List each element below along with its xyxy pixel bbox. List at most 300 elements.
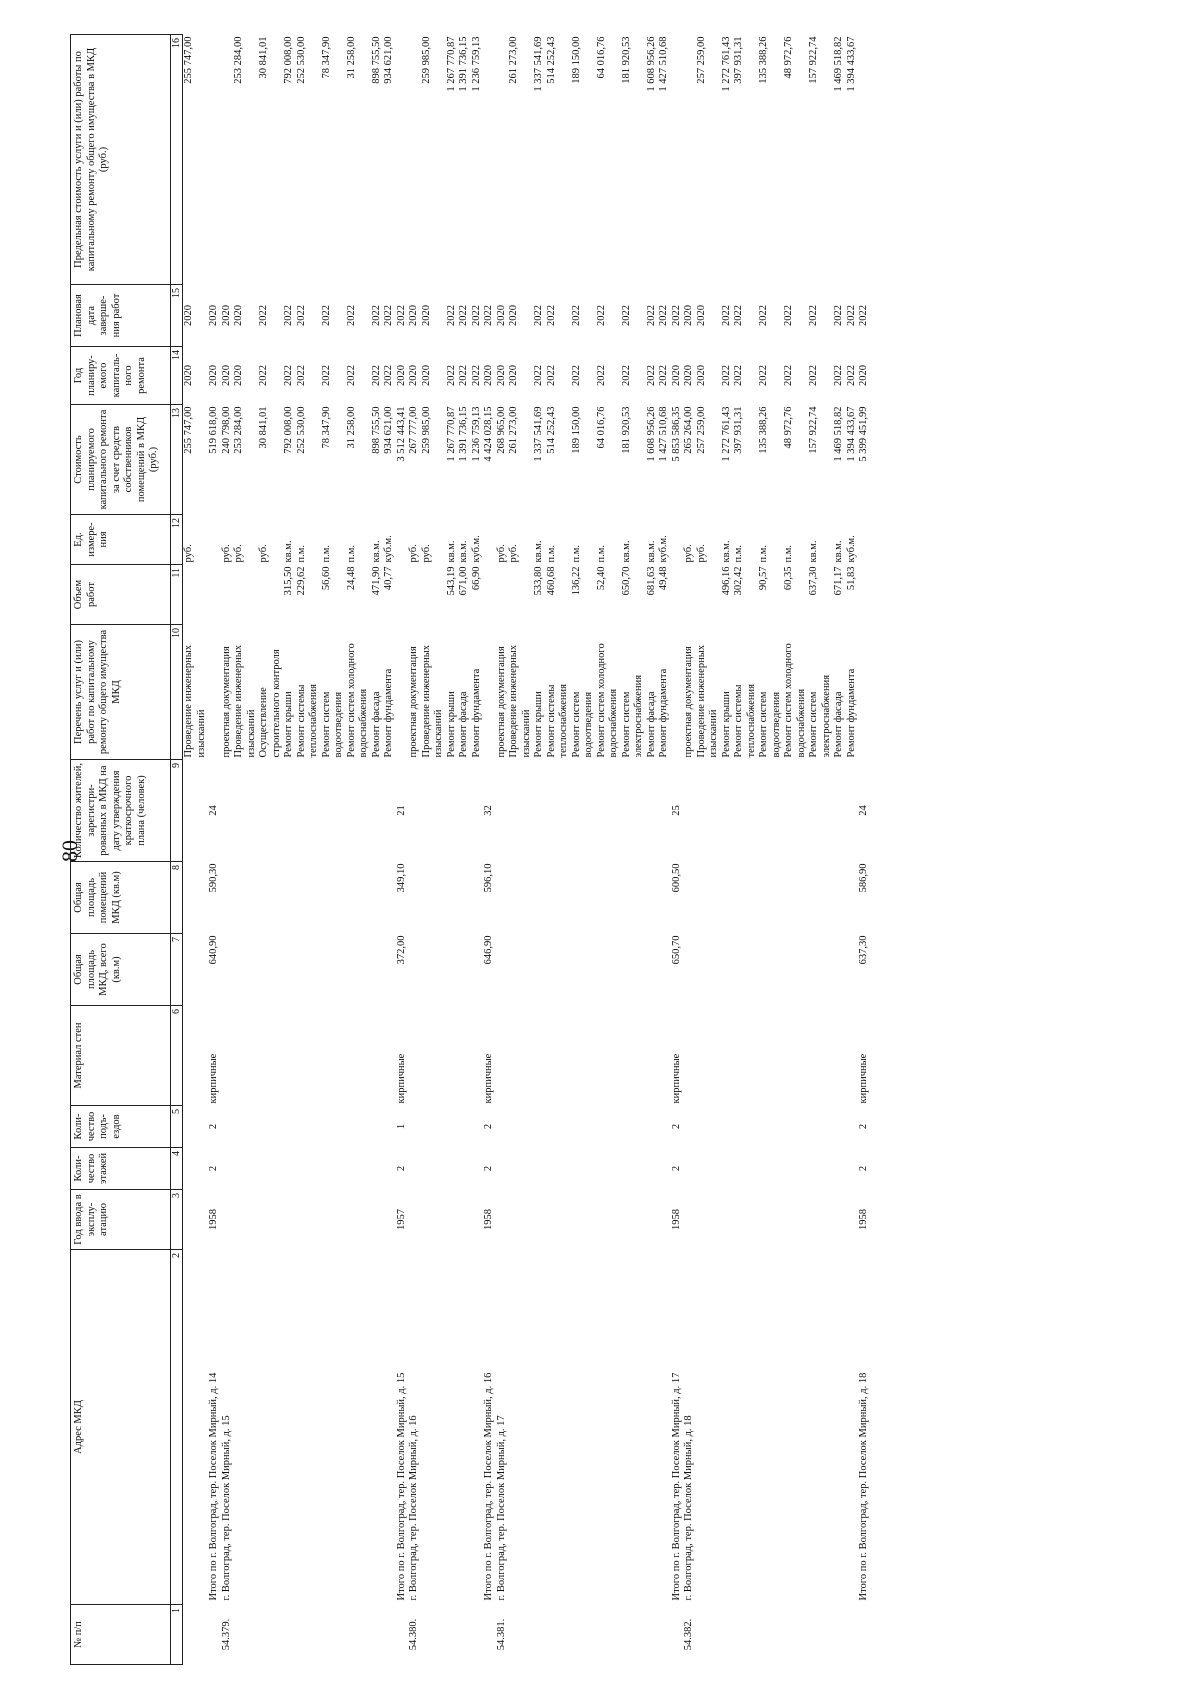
cell-col-1 bbox=[621, 1605, 646, 1665]
cell-col-2 bbox=[808, 1250, 833, 1605]
cell-col-16: 261 273,00 bbox=[508, 36, 519, 84]
cell-col-10: Ремонт фундамента bbox=[845, 668, 857, 758]
cell-col-1 bbox=[208, 1605, 221, 1665]
cell-col-5 bbox=[446, 1106, 459, 1148]
cell-col-15: 2022 bbox=[458, 305, 469, 326]
cell-col-16 bbox=[396, 35, 409, 285]
cell-col-14: 2020 bbox=[695, 365, 707, 386]
cell-col-1 bbox=[446, 1605, 459, 1665]
cell-col-11 bbox=[683, 565, 696, 625]
cell-col-4 bbox=[658, 1148, 671, 1190]
cell-col-4 bbox=[321, 1148, 346, 1190]
cell-col-12: руб. bbox=[220, 544, 232, 563]
cell-col-16 bbox=[858, 35, 871, 285]
cell-col-7 bbox=[833, 934, 846, 1006]
cell-col-4 bbox=[383, 1148, 396, 1190]
cell-col-5 bbox=[183, 1106, 209, 1148]
cell-col-16: 78 347,90 bbox=[320, 36, 332, 79]
cell-col-13: 792 008,00 bbox=[283, 406, 294, 454]
column-header: Общая площадь МКД, всего (кв.м) bbox=[71, 934, 171, 1006]
cell-col-4 bbox=[508, 1148, 533, 1190]
cell-col-16: 48 972,76 bbox=[783, 36, 794, 79]
cell-col-12: п.м. bbox=[570, 544, 582, 563]
cell-col-10: проектная документация bbox=[495, 646, 507, 758]
cell-col-3 bbox=[421, 1190, 446, 1250]
cell-col-2 bbox=[621, 1250, 646, 1605]
cell-col-10: Ремонт систем электроснабжения bbox=[620, 674, 644, 758]
cell-col-4 bbox=[421, 1148, 446, 1190]
cell-col-13: 1 267 770,87 bbox=[445, 406, 457, 462]
cell-col-5 bbox=[258, 1106, 283, 1148]
cell-col-14: 2020 bbox=[220, 365, 232, 386]
cell-col-8: 596,10 bbox=[483, 863, 494, 893]
cell-col-12: куб.м. bbox=[470, 535, 482, 563]
cell-col-16 bbox=[483, 35, 496, 285]
cell-col-4 bbox=[721, 1148, 734, 1190]
cell-col-4 bbox=[783, 1148, 808, 1190]
cell-col-3 bbox=[533, 1190, 546, 1250]
cell-col-11: 543,19 bbox=[445, 566, 457, 596]
cell-col-11: 90,57 bbox=[758, 566, 769, 591]
cell-col-5 bbox=[508, 1106, 533, 1148]
cell-col-12 bbox=[208, 515, 221, 565]
cell-col-11 bbox=[421, 565, 446, 625]
cell-col-11 bbox=[183, 565, 209, 625]
cell-col-13: 48 972,76 bbox=[783, 406, 794, 449]
cell-col-12: руб. bbox=[508, 544, 519, 563]
cell-col-2 bbox=[596, 1250, 621, 1605]
cell-col-14: 2022 bbox=[645, 365, 657, 386]
column-number: 14 bbox=[171, 347, 183, 405]
cell-col-6 bbox=[846, 1006, 859, 1106]
cell-col-2 bbox=[833, 1250, 846, 1605]
cell-col-4: 2 bbox=[670, 1165, 682, 1172]
cell-col-7 bbox=[258, 934, 283, 1006]
cell-col-12: куб.м. bbox=[845, 535, 857, 563]
cell-col-11 bbox=[696, 565, 721, 625]
cell-col-12: п.м. bbox=[783, 544, 794, 563]
cell-col-16: 30 841,01 bbox=[258, 36, 269, 79]
cell-col-8: 590,30 bbox=[208, 863, 219, 893]
cell-col-15: 2022 bbox=[283, 305, 294, 326]
cell-col-2: г. Волгоград, тер. Поселок Мирный, д. 18 bbox=[683, 1415, 694, 1601]
cell-col-4 bbox=[371, 1148, 384, 1190]
cell-col-5 bbox=[621, 1106, 646, 1148]
table-row bbox=[658, 35, 671, 1665]
cell-col-10: Ремонт фундамента bbox=[383, 668, 394, 758]
cell-col-13: 4 424 028,15 bbox=[483, 406, 494, 462]
cell-col-1 bbox=[533, 1605, 546, 1665]
cell-col-7 bbox=[696, 934, 721, 1006]
cell-col-10: Ремонт систем водоотведения bbox=[570, 691, 594, 758]
cell-col-1 bbox=[483, 1605, 496, 1665]
cell-col-1: 54.381. bbox=[495, 1618, 507, 1651]
cell-col-12: кв.м. bbox=[458, 540, 469, 563]
cell-col-2 bbox=[458, 1250, 471, 1605]
cell-col-3 bbox=[408, 1190, 421, 1250]
column-header: Год ввода в эксплу- атацию bbox=[71, 1190, 171, 1250]
cell-col-13: 1 337 541,69 bbox=[533, 406, 544, 462]
cell-col-6 bbox=[283, 1006, 296, 1106]
cell-col-14: 2022 bbox=[570, 365, 582, 386]
cell-col-1 bbox=[596, 1605, 621, 1665]
cell-col-7 bbox=[533, 934, 546, 1006]
cell-col-8 bbox=[321, 862, 346, 934]
cell-col-11: 496,16 bbox=[720, 566, 732, 596]
cell-col-4 bbox=[833, 1148, 846, 1190]
cell-col-9 bbox=[458, 760, 471, 862]
cell-col-16: 181 920,53 bbox=[620, 36, 632, 84]
cell-col-4 bbox=[646, 1148, 659, 1190]
cell-col-7: 640,90 bbox=[208, 935, 219, 965]
cell-col-7 bbox=[371, 934, 384, 1006]
table-row bbox=[396, 35, 409, 1665]
table-row bbox=[846, 35, 859, 1665]
cell-col-9 bbox=[258, 760, 283, 862]
cell-col-13: 1 427 510,68 bbox=[658, 406, 669, 462]
cell-col-7 bbox=[383, 934, 396, 1006]
cell-col-7 bbox=[571, 934, 596, 1006]
cell-col-14: 2020 bbox=[395, 365, 407, 386]
table-row bbox=[208, 35, 221, 1665]
cell-col-15: 2022 bbox=[658, 305, 669, 326]
cell-col-12: кв.м. bbox=[720, 540, 732, 563]
cell-col-14: 2022 bbox=[808, 365, 819, 386]
cell-col-3 bbox=[646, 1190, 659, 1250]
cell-col-10: Проведение инженерных изысканий bbox=[233, 645, 257, 758]
cell-col-3 bbox=[383, 1190, 396, 1250]
cell-col-14: 2022 bbox=[620, 365, 632, 386]
cell-col-15: 2022 bbox=[533, 305, 544, 326]
cell-col-6 bbox=[646, 1006, 659, 1106]
table-row bbox=[833, 35, 846, 1665]
table-row bbox=[733, 35, 758, 1665]
cell-col-8 bbox=[258, 862, 283, 934]
cell-col-1 bbox=[371, 1605, 384, 1665]
cell-col-15: 2022 bbox=[370, 305, 382, 326]
cell-col-12: руб. bbox=[183, 544, 194, 563]
cell-col-15: 2022 bbox=[845, 305, 857, 326]
cell-col-7 bbox=[808, 934, 833, 1006]
cell-col-13: 1 469 518,82 bbox=[833, 406, 844, 462]
cell-col-1 bbox=[458, 1605, 471, 1665]
column-header: Количество жителей, зарегистри- рованных в МКД на дату утверждения краткосрочного плана (человек) bbox=[71, 760, 171, 862]
table-row bbox=[571, 35, 596, 1665]
cell-col-10 bbox=[483, 625, 496, 760]
cell-col-3 bbox=[596, 1190, 621, 1250]
cell-col-11 bbox=[208, 565, 221, 625]
cell-col-9 bbox=[846, 760, 859, 862]
cell-col-9 bbox=[233, 760, 258, 862]
cell-col-8 bbox=[446, 862, 459, 934]
cell-col-7 bbox=[346, 934, 371, 1006]
cell-col-1 bbox=[783, 1605, 808, 1665]
cell-col-4 bbox=[296, 1148, 321, 1190]
cell-col-10: Ремонт фасада bbox=[645, 691, 657, 758]
cell-col-6 bbox=[621, 1006, 646, 1106]
cell-col-15: 2022 bbox=[808, 305, 819, 326]
table-row bbox=[546, 35, 571, 1665]
cell-col-6 bbox=[371, 1006, 384, 1106]
cell-col-1 bbox=[296, 1605, 321, 1665]
table-row bbox=[371, 35, 384, 1665]
cell-col-16: 64 016,76 bbox=[595, 36, 607, 79]
cell-col-5: 2 bbox=[483, 1123, 494, 1130]
cell-col-5 bbox=[696, 1106, 721, 1148]
cell-col-10: Ремонт фасада bbox=[370, 691, 382, 758]
cell-col-13: 78 347,90 bbox=[320, 406, 332, 449]
cell-col-16 bbox=[671, 35, 684, 285]
cell-col-10: Ремонт крыши bbox=[445, 691, 457, 758]
cell-col-1 bbox=[183, 1605, 209, 1665]
table-row bbox=[258, 35, 283, 1665]
cell-col-5 bbox=[496, 1106, 509, 1148]
cell-col-1 bbox=[396, 1605, 409, 1665]
cell-col-13: 267 777,00 bbox=[408, 406, 419, 454]
cell-col-14: 2022 bbox=[458, 365, 469, 386]
cell-col-5 bbox=[421, 1106, 446, 1148]
cell-col-11 bbox=[508, 565, 533, 625]
cell-col-16: 1 427 510,68 bbox=[658, 36, 669, 92]
cell-col-1 bbox=[571, 1605, 596, 1665]
cell-col-10: Ремонт систем электроснабжения bbox=[808, 674, 832, 758]
cell-col-15: 2022 bbox=[833, 305, 844, 326]
cell-col-14: 2022 bbox=[370, 365, 382, 386]
cell-col-9 bbox=[733, 760, 758, 862]
cell-col-2 bbox=[546, 1250, 571, 1605]
cell-col-4 bbox=[571, 1148, 596, 1190]
cell-col-7 bbox=[471, 934, 484, 1006]
cell-col-8 bbox=[408, 862, 421, 934]
cell-col-6 bbox=[571, 1006, 596, 1106]
cell-col-16: 397 931,31 bbox=[733, 36, 744, 84]
cell-col-15: 2022 bbox=[620, 305, 632, 326]
cell-col-7 bbox=[221, 934, 234, 1006]
cell-col-6 bbox=[683, 1006, 696, 1106]
cell-col-14: 2022 bbox=[258, 365, 269, 386]
cell-col-9 bbox=[683, 760, 696, 862]
cell-col-2 bbox=[658, 1250, 671, 1605]
cell-col-10: проектная документация bbox=[220, 646, 232, 758]
cell-col-4 bbox=[533, 1148, 546, 1190]
cell-col-12: руб. bbox=[258, 544, 269, 563]
cell-col-14: 2022 bbox=[845, 365, 857, 386]
cell-col-6 bbox=[221, 1006, 234, 1106]
cell-col-9 bbox=[283, 760, 296, 862]
cell-col-6 bbox=[658, 1006, 671, 1106]
cell-col-12: п.м. bbox=[595, 544, 607, 563]
cell-col-5 bbox=[596, 1106, 621, 1148]
cell-col-5 bbox=[571, 1106, 596, 1148]
cell-col-16: 259 985,00 bbox=[420, 36, 432, 84]
cell-col-16: 514 252,43 bbox=[545, 36, 557, 84]
cell-col-4 bbox=[808, 1148, 833, 1190]
cell-col-13: 64 016,76 bbox=[595, 406, 607, 449]
cell-col-14: 2022 bbox=[445, 365, 457, 386]
cell-col-16 bbox=[408, 35, 421, 285]
cell-col-14: 2020 bbox=[508, 365, 519, 386]
cell-col-14: 2020 bbox=[420, 365, 432, 386]
cell-col-8 bbox=[496, 862, 509, 934]
column-header: Объем работ bbox=[71, 565, 171, 625]
cell-col-6 bbox=[258, 1006, 283, 1106]
cell-col-8 bbox=[546, 862, 571, 934]
cell-col-9 bbox=[496, 760, 509, 862]
table-row bbox=[283, 35, 296, 1665]
cell-col-8 bbox=[846, 862, 859, 934]
column-number: 12 bbox=[171, 515, 183, 565]
cell-col-11: 460,68 bbox=[545, 566, 557, 596]
cell-col-14: 2022 bbox=[720, 365, 732, 386]
cell-col-3 bbox=[508, 1190, 533, 1250]
cell-col-16: 1 267 770,87 bbox=[445, 36, 457, 92]
cell-col-6 bbox=[346, 1006, 371, 1106]
cell-col-3 bbox=[833, 1190, 846, 1250]
cell-col-15: 2022 bbox=[670, 305, 682, 326]
column-number: 8 bbox=[171, 862, 183, 934]
cell-col-5 bbox=[721, 1106, 734, 1148]
cell-col-10: Ремонт систем холодного водоснабжения bbox=[345, 643, 369, 758]
cell-col-3 bbox=[233, 1190, 258, 1250]
cell-col-8 bbox=[296, 862, 321, 934]
cell-col-1 bbox=[321, 1605, 346, 1665]
cell-col-16 bbox=[683, 35, 696, 285]
cell-col-15: 2020 bbox=[233, 305, 244, 326]
cell-col-4 bbox=[233, 1148, 258, 1190]
cell-col-13: 30 841,01 bbox=[258, 406, 269, 449]
cell-col-1 bbox=[283, 1605, 296, 1665]
cell-col-14: 2022 bbox=[545, 365, 557, 386]
table-row bbox=[671, 35, 684, 1665]
cell-col-11: 60,35 bbox=[783, 566, 794, 591]
cell-col-12: руб. bbox=[408, 544, 419, 563]
cell-col-5 bbox=[846, 1106, 859, 1148]
cell-col-16: 898 755,50 bbox=[370, 36, 382, 84]
table-row bbox=[508, 35, 533, 1665]
cell-col-14: 2022 bbox=[783, 365, 794, 386]
cell-col-6 bbox=[733, 1006, 758, 1106]
cell-col-8 bbox=[808, 862, 833, 934]
cell-col-4 bbox=[283, 1148, 296, 1190]
cell-col-11 bbox=[408, 565, 421, 625]
cell-col-8 bbox=[758, 862, 783, 934]
table-row bbox=[446, 35, 459, 1665]
column-number: 2 bbox=[171, 1250, 183, 1605]
column-number: 15 bbox=[171, 285, 183, 347]
table-row bbox=[296, 35, 321, 1665]
cell-col-12: руб. bbox=[420, 544, 432, 563]
cell-col-16: 135 388,26 bbox=[758, 36, 769, 84]
cell-col-4: 2 bbox=[483, 1165, 494, 1172]
cell-col-11: 302,42 bbox=[733, 566, 744, 596]
cell-col-2 bbox=[696, 1250, 721, 1605]
cell-col-12 bbox=[483, 515, 496, 565]
cell-col-13: 5 399 451,99 bbox=[858, 406, 869, 462]
cell-col-16: 257 259,00 bbox=[695, 36, 707, 84]
cell-col-7 bbox=[321, 934, 346, 1006]
cell-col-7 bbox=[621, 934, 646, 1006]
cell-col-8 bbox=[683, 862, 696, 934]
cell-col-7 bbox=[496, 934, 509, 1006]
column-header: Год планиру- емого капиталь- ного ремонта bbox=[71, 347, 171, 405]
table-row bbox=[696, 35, 721, 1665]
cell-col-5 bbox=[233, 1106, 258, 1148]
column-number: 16 bbox=[171, 35, 183, 285]
table-row bbox=[621, 35, 646, 1665]
cell-col-4 bbox=[596, 1148, 621, 1190]
cell-col-5 bbox=[683, 1106, 696, 1148]
cell-col-3 bbox=[783, 1190, 808, 1250]
cell-col-6 bbox=[458, 1006, 471, 1106]
cell-col-6 bbox=[408, 1006, 421, 1106]
cell-col-7: 646,90 bbox=[483, 935, 494, 965]
cell-col-12 bbox=[396, 515, 409, 565]
column-header: Адрес МКД bbox=[71, 1250, 171, 1605]
cell-col-10: Ремонт систем водоотведения bbox=[320, 691, 344, 758]
cell-col-10: Ремонт фасада bbox=[458, 691, 469, 758]
cell-col-11: 40,77 bbox=[383, 566, 394, 591]
cell-col-1 bbox=[508, 1605, 533, 1665]
cell-col-6 bbox=[721, 1006, 734, 1106]
cell-col-10: Ремонт систем холодного водоснабжения bbox=[595, 643, 619, 758]
cell-col-3: 1958 bbox=[670, 1209, 682, 1230]
cell-col-8 bbox=[658, 862, 671, 934]
cell-col-15: 2022 bbox=[758, 305, 769, 326]
cell-col-13: 257 259,00 bbox=[695, 406, 707, 454]
cell-col-9 bbox=[508, 760, 533, 862]
cell-col-11: 66,90 bbox=[470, 566, 482, 591]
cell-col-5 bbox=[346, 1106, 371, 1148]
cell-col-7 bbox=[233, 934, 258, 1006]
cell-col-9: 25 bbox=[670, 805, 682, 816]
column-header: Материал стен bbox=[71, 1006, 171, 1106]
cell-col-16 bbox=[208, 35, 221, 285]
cell-col-11: 51,83 bbox=[845, 566, 857, 591]
cell-col-10: Ремонт крыши bbox=[533, 691, 544, 758]
cell-col-4 bbox=[408, 1148, 421, 1190]
cell-col-8 bbox=[833, 862, 846, 934]
cell-col-13: 265 264,00 bbox=[683, 406, 694, 454]
cell-col-11: 24,48 bbox=[345, 566, 357, 591]
cell-col-16: 255 747,00 bbox=[183, 36, 194, 84]
table-row bbox=[596, 35, 621, 1665]
cell-col-8 bbox=[458, 862, 471, 934]
cell-col-3 bbox=[696, 1190, 721, 1250]
cell-col-7 bbox=[296, 934, 321, 1006]
cell-col-7: 372,00 bbox=[395, 935, 407, 965]
cell-col-10 bbox=[671, 625, 684, 760]
cell-col-15: 2022 bbox=[595, 305, 607, 326]
cell-col-15: 2022 bbox=[345, 305, 357, 326]
cell-col-13: 1 236 759,13 bbox=[470, 406, 482, 462]
cell-col-16: 934 621,00 bbox=[383, 36, 394, 84]
cell-col-15: 2022 bbox=[858, 305, 869, 326]
cell-col-8 bbox=[346, 862, 371, 934]
column-number: 5 bbox=[171, 1106, 183, 1148]
cell-col-4 bbox=[683, 1148, 696, 1190]
cell-col-5 bbox=[408, 1106, 421, 1148]
cell-col-14: 2020 bbox=[183, 365, 194, 386]
cell-col-9 bbox=[721, 760, 734, 862]
cell-col-16 bbox=[496, 35, 509, 285]
cell-col-9 bbox=[658, 760, 671, 862]
cell-col-12: руб. bbox=[495, 544, 507, 563]
cell-col-13: 1 608 956,26 bbox=[645, 406, 657, 462]
cell-col-15: 2020 bbox=[208, 305, 219, 326]
cell-col-8 bbox=[371, 862, 384, 934]
cell-col-14: 2022 bbox=[658, 365, 669, 386]
cell-col-2 bbox=[758, 1250, 783, 1605]
